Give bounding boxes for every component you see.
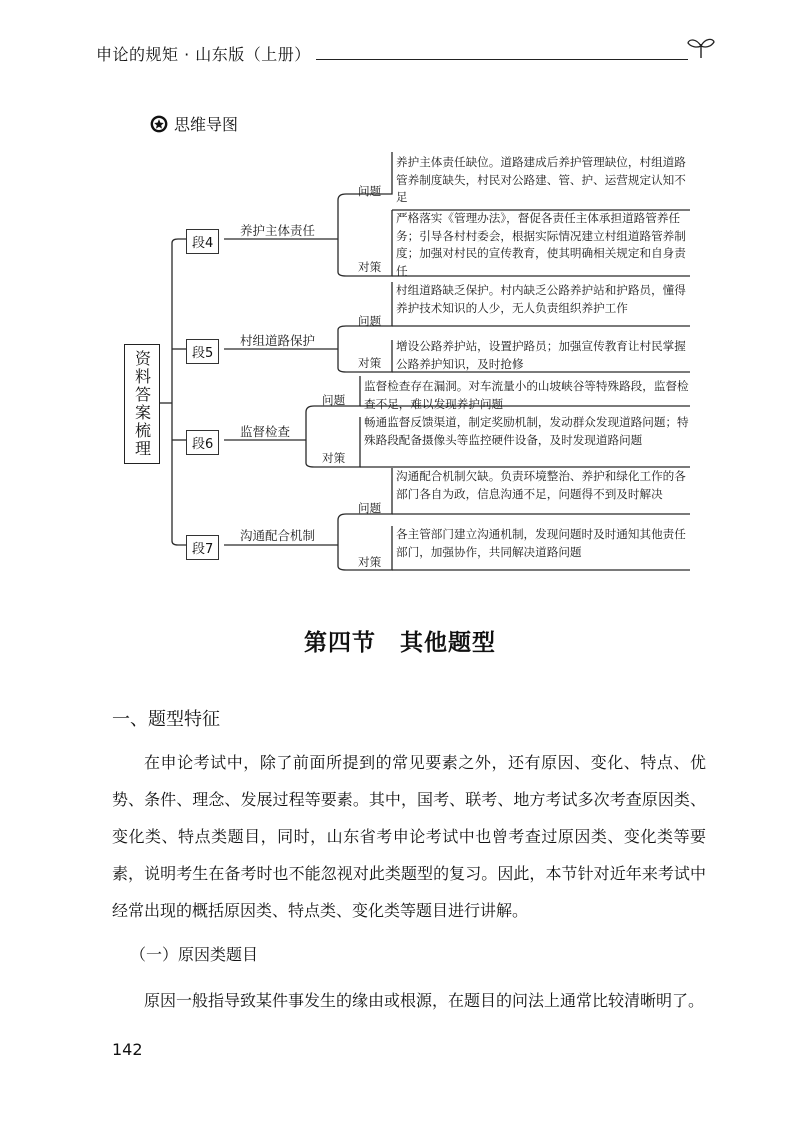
measure-label-4: 对策 [358, 260, 382, 274]
header-rule [316, 59, 688, 60]
subheading-cause: （一）原因类题目 [130, 945, 259, 964]
mindmap-heading [150, 112, 238, 135]
seg-box-4: 段4 [186, 229, 219, 254]
measure-label-7: 对策 [358, 555, 382, 569]
issue-text-4: 养护主体责任缺位。道路建成后养护管理缺位，村组道路管养制度缺失，村民对公路建、管、护、运营规定认知不足 [396, 155, 686, 204]
seg-box-6: 段6 [186, 430, 219, 455]
issue-label-7: 问题 [358, 501, 382, 515]
topic-label-7: 沟通配合机制 [240, 528, 316, 543]
measure-label-5: 对策 [358, 356, 382, 370]
issue-label-6: 问题 [322, 393, 346, 407]
body-paragraph-text: 在申论考试中，除了前面所提到的常见要素之外，还有原因、变化、特点、优势、条件、理念、发展过程等要素。其中，国考、联考、地方考试多次考查原因类、变化类、特点类题目，同时，山东省考申论考试中也曾考查过原因类、变化类等要素，说明考生在备考时也不能忽视对此类题型的复习。因此，本节针对近年来考试中经常出现的概括原因类、特点类、变化类等题目进行讲解。 [112, 753, 706, 920]
measure-text-6: 畅通监督反馈渠道，制定奖励机制，发动群众发现道路问题；特殊路段配备摄像头等监控硬件设备，及时发现道路问题 [364, 415, 689, 447]
subheading-features: 一、题型特征 [112, 709, 220, 730]
seg-box-5: 段5 [186, 339, 219, 364]
topic-label-6: 监督检查 [240, 424, 291, 439]
issue-label-5: 问题 [358, 314, 382, 328]
page-number: 142 [112, 1040, 143, 1059]
measure-text-7: 各主管部门建立沟通机制，发现问题时及时通知其他责任部门，加强协作，共同解决道路问题 [396, 527, 686, 559]
mindmap-root: 资料答案梳理 [124, 344, 160, 464]
flower-badge-icon [150, 115, 168, 133]
topic-label-5: 村组道路保护 [240, 333, 316, 348]
running-header-title: 申论的规矩 · 山东版（上册） [96, 45, 311, 64]
body-paragraph [112, 744, 706, 929]
issue-text-6: 监督检查存在漏洞。对车流量小的山坡峡谷等特殊路段，监督检查不足，难以发现养护问题 [364, 379, 689, 411]
sprout-icon [686, 34, 716, 60]
issue-text-5: 村组道路缺乏保护。村内缺乏公路养护站和护路员，懂得养护技术知识的人少，无人负责组织养护工作 [396, 283, 686, 315]
topic-label-4: 养护主体责任 [240, 223, 316, 238]
measure-text-4: 严格落实《管理办法》，督促各责任主体承担道路管养任务；引导各村村委会，根据实际情况建立村组道路管养制度；加强对村民的宣传教育，使其明确相关规定和自身责任 [396, 211, 686, 278]
issue-label-4: 问题 [358, 184, 382, 198]
measure-label-6: 对策 [322, 451, 346, 465]
mindmap-heading-text: 思维导图 [174, 115, 239, 134]
body-paragraph-2: 原因一般指导致某件事发生的缘由或根源，在题目的问法上通常比较清晰明了。 [144, 991, 705, 1010]
issue-text-7: 沟通配合机制欠缺。负责环境整治、养护和绿化工作的各部门各自为政，信息沟通不足，问题得不到及时解决 [396, 469, 686, 501]
seg-box-7: 段7 [186, 535, 219, 560]
section-title: 第四节 其他题型 [304, 630, 496, 656]
measure-text-5: 增设公路养护站，设置护路员；加强宣传教育让村民掌握公路养护知识，及时抢修 [396, 339, 686, 371]
